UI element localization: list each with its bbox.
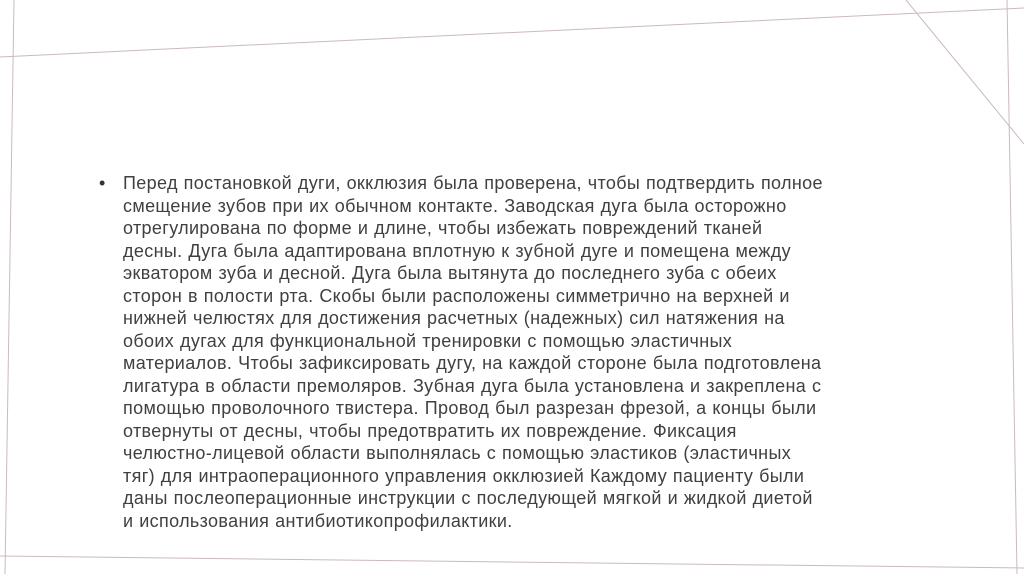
bullet-item [99,172,929,532]
paragraph-line: обоих дугах для функциональной тренировки с помощью эластичных [123,330,733,351]
paragraph-line: отрегулирована по форме и длине, чтобы избежать повреждений тканей [123,218,763,238]
paragraph-line: даны послеоперационные инструкции с последующей мягкой и жидкой диетой [123,488,813,508]
paragraph-line: помощью проволочного твистера. Провод был разрезан фрезой, а концы были [123,398,817,418]
paragraph-line: нижней челюстях для достижения расчетных (надежных) сил натяжения на [123,308,785,328]
paragraph-line: челюстно-лицевой области выполнялась с помощью эластиков (эластичных [123,443,792,463]
paragraph-line: отвернуты от десны, чтобы предотвратить их повреждение. Фиксация [123,420,737,441]
paragraph-line: лигатура в области премоляров. Зубная дуга была установлена и закреплена с [123,375,822,396]
deco-line-right-vertical [1007,0,1017,574]
deco-line-left [5,0,14,574]
deco-line-bottom [0,556,1024,568]
paragraph-line: сторон в полости рта. Скобы были расположены симметрично на верхней и [123,285,790,306]
paragraph-line: материалов. Чтобы зафиксировать дугу, на каждой стороне была подготовлена [123,353,822,373]
paragraph-line: тяг) для интраоперационного управления окклюзией Каждому пациенту были [123,465,805,486]
deco-line-right-diagonal [906,0,1024,144]
paragraph-line: Перед постановкой дуги, окклюзия была проверена, чтобы подтвердить полное [123,173,823,193]
paragraph-line: и использования антибиотикопрофилактики. [123,510,513,531]
slide-body [99,172,929,532]
paragraph-line: десны. Дуга была адаптирована вплотную к зубной дуге и помещена между [123,240,791,261]
paragraph-line: смещение зубов при их обычном контакте. Заводская дуга была осторожно [123,195,787,216]
paragraph-line: экватором зуба и десной. Дуга была вытянута до последнего зуба с обеих [123,263,777,283]
bullet-marker: • [99,173,106,193]
bullet-paragraph [123,172,929,532]
deco-line-top [0,8,1024,57]
